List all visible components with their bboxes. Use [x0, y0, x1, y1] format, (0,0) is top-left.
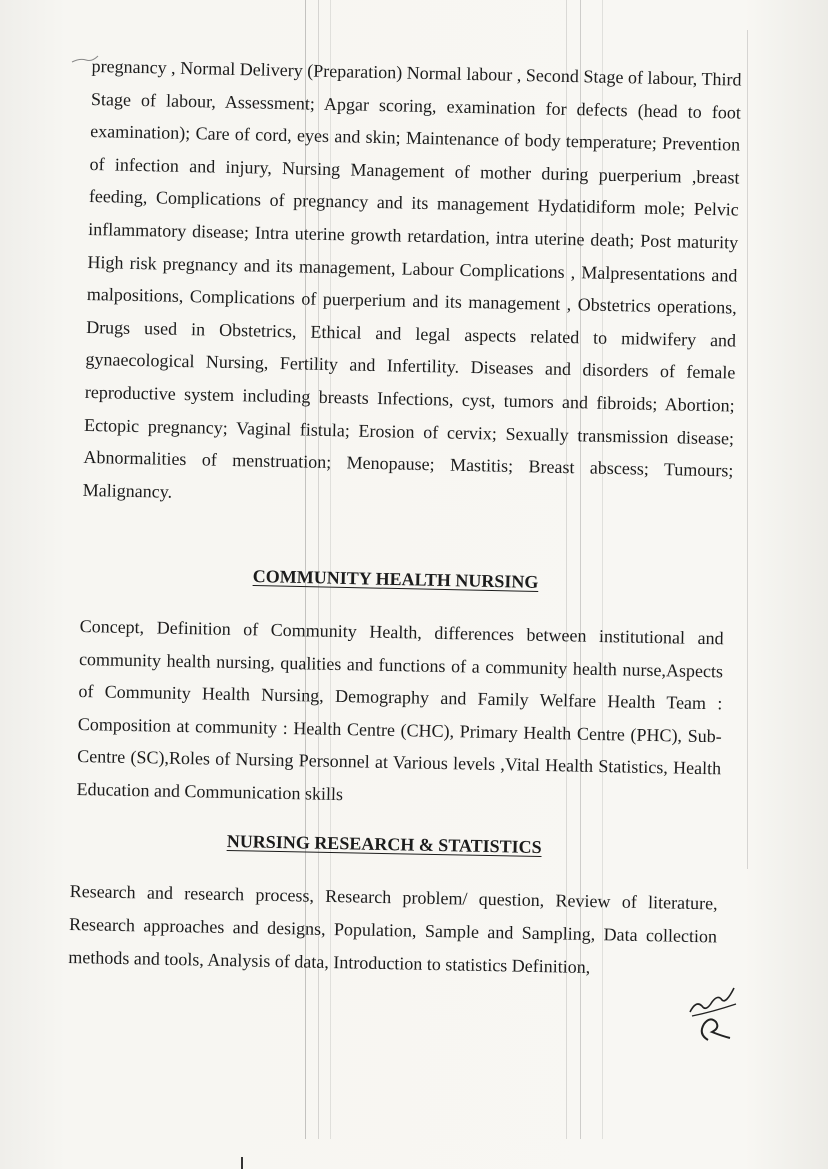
intro-paragraph: pregnancy , Normal Delivery (Preparation) Normal labour , Second Stage of labour, Third Stage of labour, Assessment; Apgar scoring, examination for defects (head to foot examination); Care of cord, eyes and skin; Maintenance of body temperature; Prevention of infection and injury, Nursing Management of mother during puerperium ,breast feeding, Complications of pregnancy and its management Hydatidiform mole; Pelvic inflammatory disease; Intra uterine growth retardation, intra uterine death; Post maturity High risk pregnancy and its management, Labour Complications , Malpresentations and malpositions, Complications of puerperium and its management , Obstetrics operations, Drugs used in Obstetrics, Ethical and legal aspects related to midwifery and gynaecological Nursing, Fertility and Infertility. Diseases and disorders of female reproductive system including breasts Infections, cyst, tumors and fibroids; Abortion; Ectopic pregnancy; Vaginal fistula; Erosion of cervix; Sexually transmission disease; Abnormalities of menstruation; Menopause; Mastitis; Breast abscess; Tumours; Malignancy. [82, 55, 742, 502]
scan-edge-mark [241, 1157, 243, 1169]
scan-streak [747, 30, 748, 869]
section-heading-nursing-research-statistics: NURSING RESEARCH & STATISTICS [226, 831, 542, 858]
section-body-community-health-nursing: Concept, Definition of Community Health, differences between institutional and community health nursing, qualities and functions of a community health nurse,Aspects of Community Health Nursing, Demography and Family Welfare Health Team : Composition at community : Health Centre (CHC), Primary Health Centre (PHC), Sub-Centre (SC),Roles of Nursing Personnel at Various levels ,Vital Health Statistics, Health Education and Communication skills [76, 615, 724, 805]
section-heading-community-health-nursing: COMMUNITY HEALTH NURSING [252, 566, 539, 592]
section-body-nursing-research-statistics: Research and research process, Research problem/ question, Review of literature, Research approaches and designs, Population, Sample and Sampling, Data collection methods and tools, Analysis of data, Introduction to statistics Definition, [68, 880, 718, 978]
handwritten-signature [682, 982, 742, 1044]
